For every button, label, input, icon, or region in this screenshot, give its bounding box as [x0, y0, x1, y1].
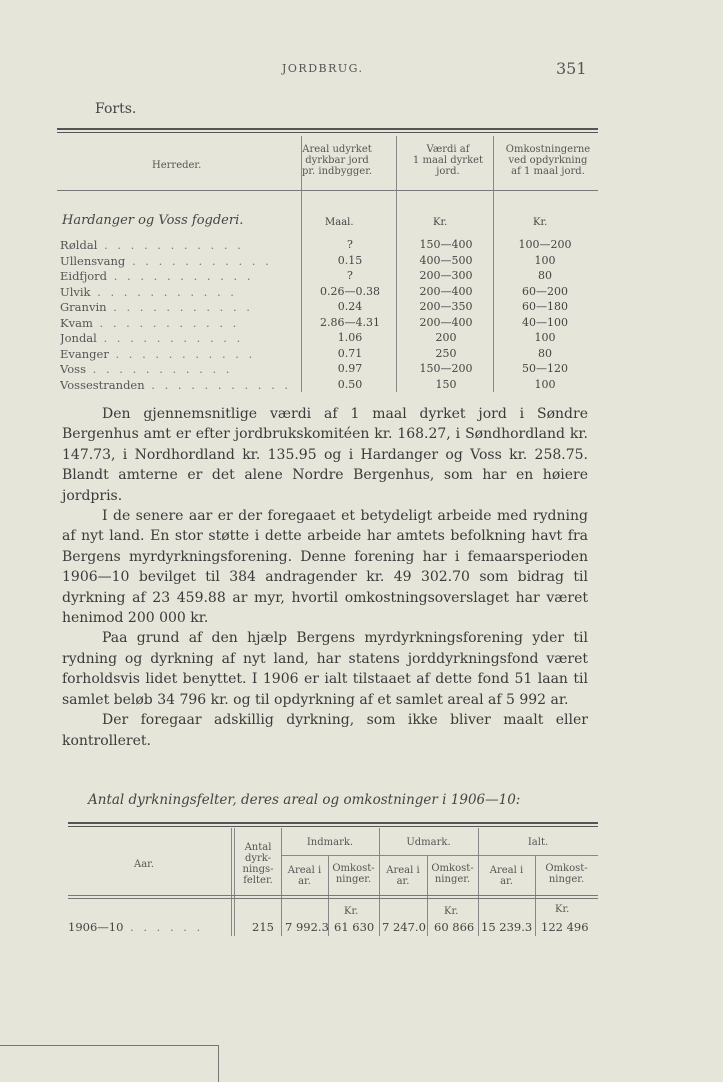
- cell-vaerdi: 200: [435, 331, 457, 344]
- row-name: Ullensvang . . . . . . . . . . .: [60, 253, 272, 268]
- cell-omk: 100: [534, 331, 556, 344]
- row-name: Røldal . . . . . . . . . . .: [60, 238, 244, 252]
- cell-omk: 100: [534, 253, 556, 267]
- group-rule: [281, 855, 598, 856]
- cell-areal: 0.71: [337, 346, 363, 360]
- column-header-antal: Antal dyrk- nings- felter.: [242, 842, 274, 886]
- paragraph: Paa grund af den hjælp Bergens myrdyrkningsforening yder til rydning og dyrkning af nyt land, har statens jorddyrkningsfond været forholdsvis lidet benyttet. I 1906 er ialt tilstaaet af dette fond 51 laan til samlet beløb 34 796 kr. og til opdyrkning af et samlet areal af 5 992 ar.: [62, 630, 588, 708]
- row-name: Eidfjord . . . . . . . . . . .: [60, 269, 254, 283]
- cell-ud-areal: 7 247.0: [382, 920, 426, 934]
- cell-areal: 1.06: [337, 331, 363, 344]
- cell-omk: 80: [538, 269, 552, 282]
- cell-areal: 0.24: [337, 300, 363, 313]
- cell-vaerdi: 150—400: [419, 238, 473, 251]
- cell-vaerdi: 200—350: [419, 300, 473, 313]
- group-header-indmark: Indmark.: [306, 837, 354, 848]
- table-1-header-rule: [57, 190, 598, 191]
- cell-areal: ?: [347, 269, 353, 282]
- cell-omk: 100—200: [518, 238, 572, 251]
- cell-vaerdi: 400—500: [419, 253, 473, 267]
- cell-omk: 80: [538, 346, 552, 360]
- subheader-areal: Areal i ar.: [386, 865, 420, 887]
- cell-areal: 0.50: [337, 377, 363, 391]
- cell-vaerdi: 200—400: [419, 315, 473, 329]
- column-divider: [231, 828, 232, 936]
- unit-kr: Kr.: [444, 906, 459, 917]
- column-header-aar: Aar.: [134, 859, 155, 870]
- cell-omk: 100: [534, 377, 556, 391]
- cell-areal: ?: [347, 238, 353, 251]
- section-title: Hardanger og Voss fogderi.: [62, 213, 244, 228]
- cell-antal: 215: [252, 920, 274, 934]
- unit-vaerdi: Kr.: [433, 217, 448, 228]
- unit-omkostninger: Kr.: [533, 217, 548, 228]
- unit-areal: Maal.: [325, 217, 354, 228]
- cell-areal: 0.15: [337, 253, 363, 267]
- group-header-udmark: Udmark.: [406, 837, 451, 848]
- cell-omk: 60—200: [522, 284, 568, 298]
- row-name: Ulvik . . . . . . . . . . .: [60, 284, 237, 299]
- cell-ind-areal: 7 992.3: [285, 920, 329, 934]
- unit-kr: Kr.: [344, 906, 359, 917]
- subheader-omk: Omkost- ninger.: [332, 863, 375, 885]
- subheader-areal: Areal i ar.: [489, 865, 524, 887]
- table-2-top-rule: [68, 822, 598, 824]
- cell-areal: 2.86—4.31: [320, 315, 380, 329]
- cell-areal: 0.26—0.38: [320, 284, 380, 298]
- column-header-herreder: Herreder.: [152, 160, 202, 171]
- table-2-caption: Antal dyrkningsfelter, deres areal og omkostninger i 1906—10:: [88, 792, 521, 808]
- scan-edge-mark: [0, 1045, 219, 1082]
- row-label-aar: 1906—10 . . . . . .: [68, 920, 204, 934]
- cell-ialt-omk: 122 496: [541, 920, 589, 934]
- column-divider: [493, 136, 494, 392]
- table-2-header-rule-2: [68, 898, 598, 899]
- cell-vaerdi: 250: [435, 346, 457, 360]
- group-header-ialt: Ialt.: [527, 837, 549, 848]
- row-name: Evanger . . . . . . . . . . .: [60, 346, 256, 361]
- paragraph: Der foregaar adskillig dyrkning, som ikke bliver maalt eller kontrolleret.: [62, 712, 588, 749]
- cell-ialt-areal: 15 239.3: [481, 920, 533, 934]
- subheader-omk: Omkost- ninger.: [431, 863, 474, 885]
- cell-omk: 60—180: [522, 300, 568, 313]
- row-name: Vossestranden . . . . . . . . . . .: [60, 377, 292, 392]
- subheader-areal: Areal i ar.: [287, 865, 322, 887]
- row-name: Jondal . . . . . . . . . . .: [60, 331, 244, 345]
- unit-kr: Kr.: [555, 904, 570, 915]
- table-1-top-rule-thin: [57, 132, 598, 133]
- column-divider: [301, 136, 302, 392]
- column-header-vaerdi: Værdi af 1 maal dyrket jord.: [412, 144, 484, 177]
- subheader-omk: Omkost- ninger.: [545, 863, 588, 885]
- table-1-top-rule: [57, 128, 598, 130]
- row-name: Kvam . . . . . . . . . . .: [60, 315, 240, 330]
- table-2-header-rule: [68, 895, 598, 896]
- column-header-omkostninger: Omkostningerne ved opdyrkning af 1 maal jord.: [505, 144, 591, 177]
- row-name: Granvin . . . . . . . . . . .: [60, 300, 253, 314]
- cell-vaerdi: 200—400: [419, 284, 473, 298]
- cell-ud-omk: 60 866: [434, 920, 475, 934]
- paragraph: Den gjennemsnitlige værdi af 1 maal dyrket jord i Søndre Bergenhus amt er efter jordbrukskomitéen kr. 168.27, i Søndhordland kr. 147.73, i Nordhordland kr. 135.95 og i Hardanger og Voss kr. 258.75. Blandt amterne er det alene Nordre Bergenhus, som har en høiere jordpris.: [62, 406, 588, 504]
- cell-vaerdi: 150: [435, 377, 457, 391]
- cell-ind-omk: 61 630: [334, 920, 375, 934]
- column-divider: [396, 136, 397, 392]
- cell-omk: 50—120: [522, 362, 568, 375]
- table-2-top-rule-thin: [68, 826, 598, 827]
- continued-label: Forts.: [95, 101, 137, 117]
- cell-areal: 0.97: [337, 362, 363, 375]
- cell-vaerdi: 150—200: [419, 362, 473, 375]
- page-number: 351: [556, 59, 587, 78]
- body-text: [62, 404, 588, 751]
- column-header-areal: Areal udyrket dyrkbar jord pr. indbygger.: [301, 144, 373, 177]
- running-header: JORDBRUG.: [282, 62, 364, 75]
- cell-omk: 40—100: [522, 315, 568, 329]
- paragraph: I de senere aar er der foregaaet et betydeligt arbeide med rydning af nyt land. En stor støtte i dette arbeide har amtets befolkning havt fra Bergens myrdyrkningsforening. Denne forening har i femaarsperioden 1906—10 bevilget til 384 andragender kr. 49 302.70 som bidrag til dyrkning af 23 459.88 ar myr, hvortil omkostningsoverslaget har været henimod 200 000 kr.: [62, 508, 588, 627]
- row-name: Voss . . . . . . . . . . .: [60, 362, 233, 376]
- cell-vaerdi: 200—300: [419, 269, 473, 282]
